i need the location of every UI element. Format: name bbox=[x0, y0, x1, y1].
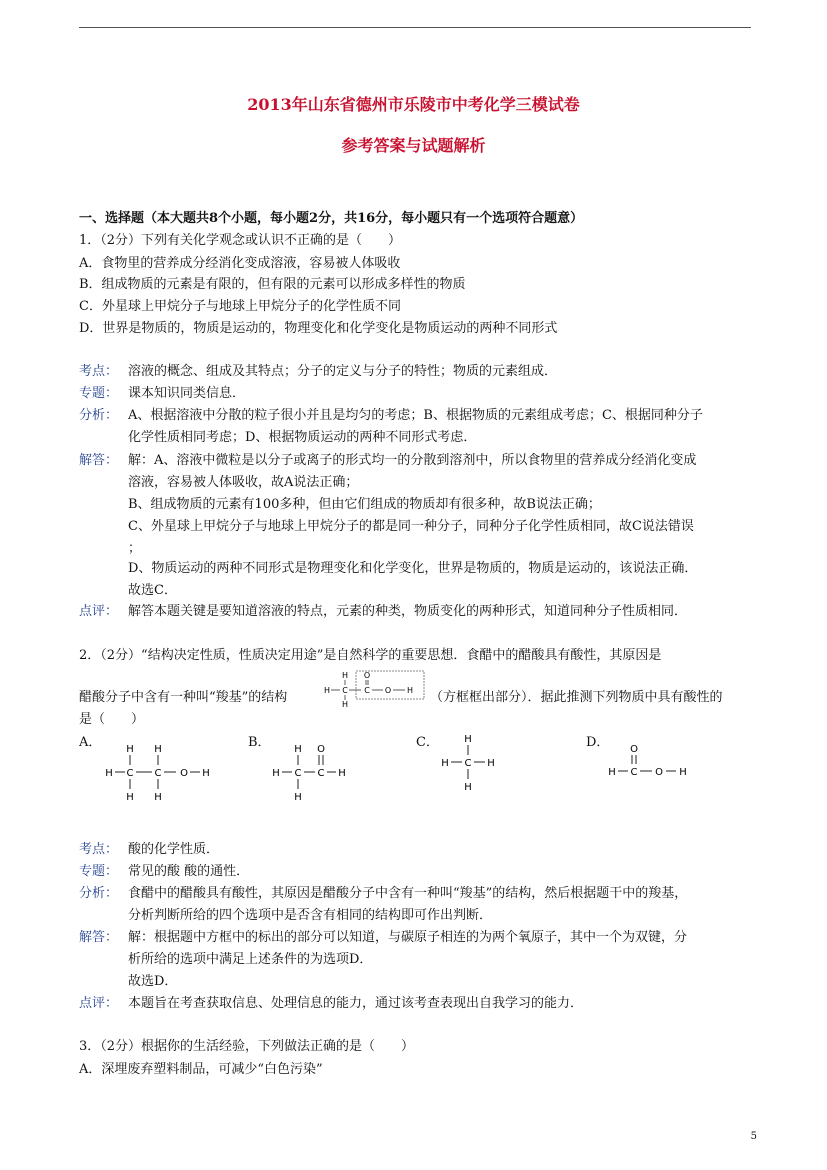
atom-label: C bbox=[364, 686, 370, 695]
atom-label: H bbox=[294, 792, 302, 803]
atom-label: O bbox=[655, 767, 663, 778]
atom-label: H bbox=[341, 671, 349, 680]
q1-option-d: D．世界是物质的，物质是运动的，物理变化和化学变化是物质运动的两种不同形式 bbox=[79, 321, 558, 336]
q2-jieda-line: 解：根据题中方框中的标出的部分可以知道，与碳原子相连的为两个氧原子，其中一个为双键，分 bbox=[128, 930, 688, 945]
atom-label: C bbox=[630, 767, 638, 778]
q2-dianping-label: 点评： bbox=[79, 996, 119, 1011]
q2-kaodian: 酸的化学性质． bbox=[128, 842, 220, 857]
q1-option-c: C．外星球上甲烷分子与地球上甲烷分子的化学性质不同 bbox=[79, 299, 401, 314]
q1-fenxi-label: 分析： bbox=[79, 408, 119, 423]
q2-fenxi-line: 分析判断所给的四个选项中是否含有相同的结构即可作出判断． bbox=[128, 908, 493, 923]
q1-stem: 1．（2分）下列有关化学观念或认识不正确的是（ ） bbox=[79, 233, 402, 248]
structure-c-image bbox=[436, 730, 500, 794]
q1-fenxi-line: 化学性质相同考虑；D、根据物质运动的两种不同形式考虑． bbox=[128, 430, 477, 445]
atom-label: H bbox=[338, 768, 346, 779]
atom-label: C bbox=[317, 768, 325, 779]
atom-label: O bbox=[317, 744, 325, 755]
q1-jieda-line: 故选C． bbox=[128, 583, 177, 598]
q1-jieda-line: C、外星球上甲烷分子与地球上甲烷分子的都是同一种分子，同种分子化学性质相同，故C说法错误 bbox=[128, 519, 694, 534]
q1-jieda-line: 溶液，容易被人体吸收，故A说法正确； bbox=[128, 475, 359, 490]
document-title: 2013年山东省德州市乐陵市中考化学三模试卷 bbox=[247, 95, 580, 114]
q1-jieda-line: D、物质运动的两种不同形式是物理变化和化学变化，世界是物质的，物质是运动的，该说法正确． bbox=[128, 561, 698, 576]
q2-zhuanti: 常见的酸 酸的通性． bbox=[128, 864, 250, 879]
q3-option-a: A．深埋废弃塑料制品，可减少“白色污染” bbox=[79, 1062, 323, 1077]
atom-label: C bbox=[154, 768, 162, 779]
q1-zhuanti-label: 专题： bbox=[79, 386, 119, 401]
q2-jieda-label: 解答： bbox=[79, 930, 119, 945]
q2-zhuanti-label: 专题： bbox=[79, 864, 119, 879]
q2-option-a-letter: A． bbox=[79, 735, 102, 750]
structure-a-image bbox=[100, 740, 220, 804]
atom-label: H bbox=[323, 686, 331, 695]
atom-label: H bbox=[464, 734, 472, 745]
page-number: 5 bbox=[750, 1131, 757, 1142]
atom-label: H bbox=[441, 758, 449, 769]
q1-option-a: A．食物里的营养成分经消化变成溶液，容易被人体吸收 bbox=[79, 256, 401, 271]
atom-label: H bbox=[202, 768, 210, 779]
q2-dianping: 本题旨在考查获取信息、处理信息的能力，通过该考查表现出自我学习的能力． bbox=[128, 996, 584, 1011]
q2-kaodian-label: 考点： bbox=[79, 842, 119, 857]
atom-label: H bbox=[464, 782, 472, 793]
q2-stem-line-2a: 醋酸分子中含有一种叫“羧基”的结构 bbox=[79, 690, 288, 705]
q1-kaodian-label: 考点： bbox=[79, 364, 119, 379]
atom-label: H bbox=[126, 792, 134, 803]
q2-stem-line-2b: （方框框出部分）．据此推测下列物质中具有酸性的 bbox=[430, 690, 723, 705]
q2-option-d-letter: D． bbox=[586, 735, 610, 750]
q2-option-b-letter: B． bbox=[248, 735, 271, 750]
q1-jieda-line: ； bbox=[128, 541, 142, 556]
q1-option-b: B．组成物质的元素是有限的，但有限的元素可以形成多样性的物质 bbox=[79, 277, 466, 292]
atom-label: C bbox=[342, 686, 348, 695]
q2-option-c-letter: C． bbox=[416, 735, 439, 750]
atom-label: H bbox=[487, 758, 495, 769]
atom-label: O bbox=[363, 671, 371, 680]
atom-label: H bbox=[126, 744, 134, 755]
atom-label: O bbox=[384, 686, 392, 695]
atom-label: O bbox=[630, 744, 638, 755]
q1-jieda-label: 解答： bbox=[79, 453, 119, 468]
atom-label: C bbox=[294, 768, 302, 779]
atom-label: H bbox=[406, 686, 414, 695]
q3-stem: 3．（2分）根据你的生活经验，下列做法正确的是（ ） bbox=[79, 1039, 415, 1054]
q1-kaodian: 溶液的概念、组成及其特点；分子的定义与分子的特性；物质的元素组成． bbox=[128, 364, 558, 379]
q2-stem-line-1: 2．（2分）“结构决定性质，性质决定用途”是自然科学的重要思想．食醋中的醋酸具有酸性，其原因是 bbox=[79, 648, 662, 663]
atom-label: C bbox=[126, 768, 134, 779]
q1-dianping: 解答本题关键是要知道溶液的特点，元素的种类，物质变化的两种形式，知道同种分子性质相同． bbox=[128, 604, 688, 619]
atom-label: C bbox=[464, 758, 472, 769]
atom-label: H bbox=[154, 744, 162, 755]
atom-label: H bbox=[679, 767, 687, 778]
q2-jieda-line: 析所给的选项中满足上述条件的为选项D． bbox=[128, 952, 373, 967]
q1-fenxi-line: A、根据溶液中分散的粒子很小并且是均匀的考虑；B、根据物质的元素组成考虑；C、根据同种分子 bbox=[128, 408, 703, 423]
q2-stem-line-3: 是（ ） bbox=[79, 712, 145, 727]
atom-label: H bbox=[272, 768, 280, 779]
atom-label: H bbox=[608, 767, 616, 778]
structure-d-image bbox=[604, 740, 694, 780]
section-heading: 一、选择题（本大题共8个小题，每小题2分，共16分，每小题只有一个选项符合题意） bbox=[79, 211, 584, 226]
atom-label: H bbox=[294, 744, 302, 755]
q1-jieda-line: 解：A、溶液中微粒是以分子或离子的形式均一的分散到溶剂中，所以食物里的营养成分经消化变成 bbox=[128, 453, 697, 468]
q2-jieda-line: 故选D． bbox=[128, 974, 178, 989]
atom-label: O bbox=[180, 768, 188, 779]
atom-label: H bbox=[105, 768, 113, 779]
structure-b-image bbox=[268, 740, 358, 804]
q2-fenxi-line: 食醋中的醋酸具有酸性，其原因是醋酸分子中含有一种叫“羧基”的结构，然后根据题干中的羧基， bbox=[128, 886, 688, 901]
q1-jieda-line: B、组成物质的元素有100多种，但由它们组成的物质却有很多种，故B说法正确； bbox=[128, 497, 601, 512]
atom-label: H bbox=[154, 792, 162, 803]
q2-fenxi-label: 分析： bbox=[79, 886, 119, 901]
q1-dianping-label: 点评： bbox=[79, 604, 119, 619]
top-rule bbox=[79, 27, 751, 28]
document-subtitle: 参考答案与试题解析 bbox=[341, 136, 486, 155]
q1-zhuanti: 课本知识同类信息． bbox=[128, 386, 246, 401]
atom-label: H bbox=[341, 700, 349, 709]
carboxyl-structure-image bbox=[321, 669, 425, 709]
